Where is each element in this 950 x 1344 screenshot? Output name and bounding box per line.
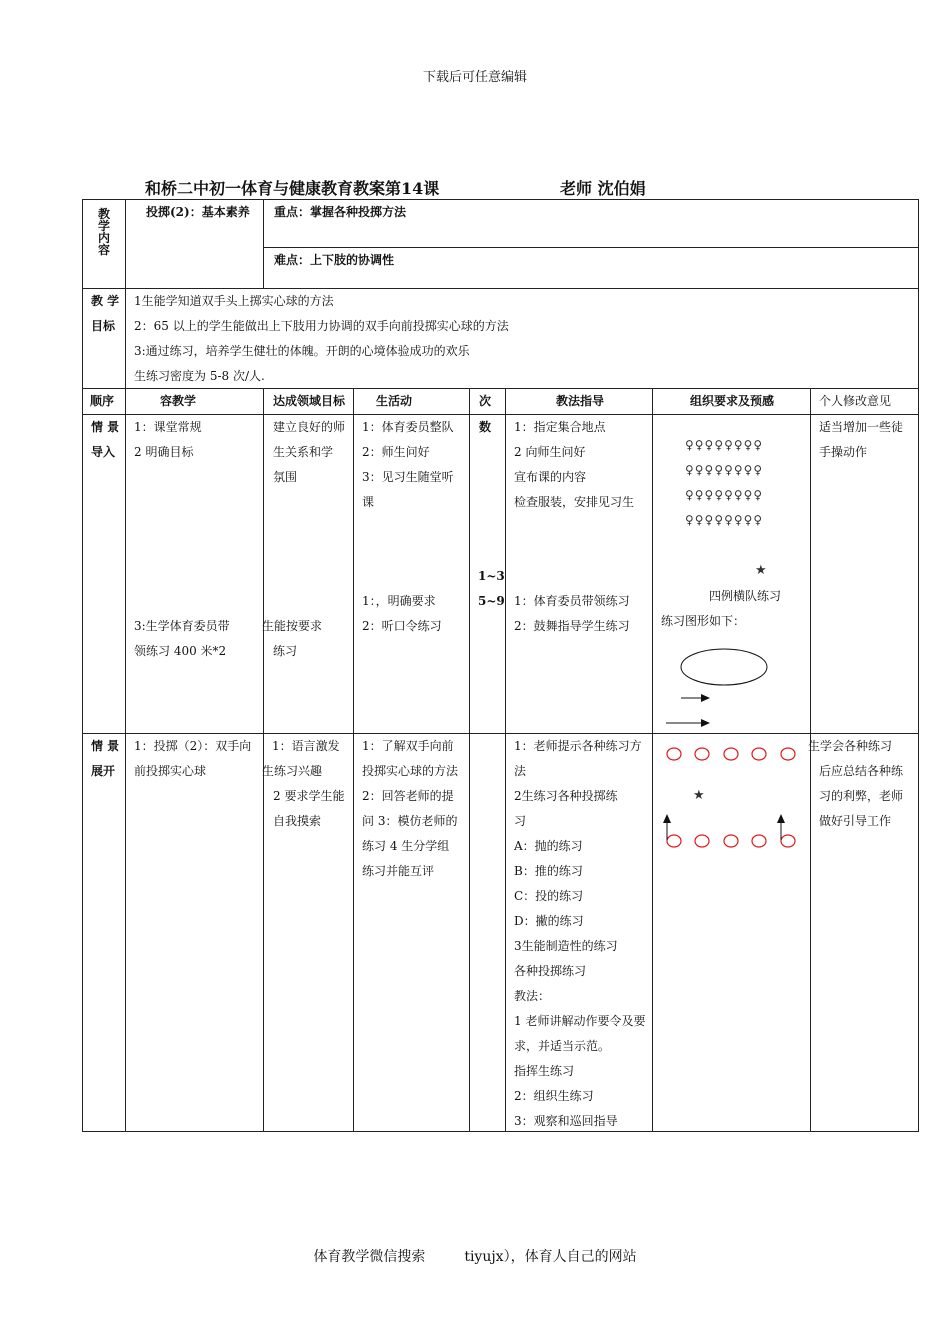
row1-student-top: 1：体育委员整队 2：师生问好 3：见习生随堂听 课 bbox=[362, 420, 454, 509]
teacher-name: 老师 沈伯娟 bbox=[560, 179, 646, 198]
col-remark: 个人修改意见 bbox=[819, 394, 892, 408]
student-circle-icon bbox=[781, 748, 795, 760]
difficulty: 难点：上下肢的协调性 bbox=[274, 253, 395, 267]
row2-content: 1：投掷（2）：双手向 前投掷实心球 bbox=[134, 739, 252, 778]
row1-method-top: 1：指定集合地点 2 向师生问好 宣布课的内容 检查服装，安排见习生 bbox=[514, 420, 635, 509]
student-circle-icon bbox=[667, 748, 681, 760]
goals-list: 1生能学知道双手头上掷实心球的方法 2：65 以上的学生能做出上下肢用力协调的双手向前投掷实心球的方法 3:通过练习，培养学生健壮的体魄。开朗的心境体验成功的欢乐 生练习密度为 5-8 次/人. bbox=[134, 294, 509, 383]
arrow-head-icon bbox=[777, 814, 785, 823]
lesson-topic: 投掷(2)：基本素养 bbox=[146, 205, 250, 219]
row1-count-label: 数 bbox=[479, 420, 492, 434]
col-count: 次 bbox=[479, 394, 492, 408]
student-circle-icon bbox=[695, 835, 709, 847]
formation-row: ♀♀♀♀♀♀♀♀ bbox=[685, 463, 764, 477]
row1-goal-bottom: 生能按要求 练习 bbox=[262, 619, 323, 658]
col-seq: 顺序 bbox=[90, 394, 115, 408]
circle-formation-diagram bbox=[655, 740, 805, 855]
arrow-head-icon bbox=[701, 694, 710, 702]
formation-row: ♀♀♀♀♀♀♀♀ bbox=[685, 513, 764, 527]
formation-row: ♀♀♀♀♀♀♀♀ bbox=[685, 488, 764, 502]
row1-method-bottom: 1：体育委员带领练习 2：鼓舞指导学生练习 bbox=[514, 594, 630, 633]
row2-goal: 1：语言激发 生练习兴趣 2 要求学生能 自我摸索 bbox=[262, 739, 345, 828]
footer bbox=[0, 1246, 950, 1266]
row1-content-bottom: 3:生学体育委员带 领练习 400 米*2 bbox=[134, 619, 230, 658]
row1-content-top: 1：课堂常规 2 明确目标 bbox=[134, 420, 202, 459]
col-organization: 组织要求及预感 bbox=[690, 394, 775, 408]
practice-caption: 练习图形如下： bbox=[661, 614, 746, 628]
footer-right: tiyujx），体育人自己的网站 bbox=[464, 1249, 637, 1265]
row2-seq: 情 景 展开 bbox=[91, 739, 120, 778]
col-goal: 达成领域目标 bbox=[273, 394, 346, 408]
teacher-star-icon: ★ bbox=[755, 563, 768, 578]
row1-goal-top: 建立良好的师 生关系和学 氛围 bbox=[273, 420, 346, 484]
practice-diagram bbox=[660, 645, 800, 733]
footer-left: 体育教学微信搜索 bbox=[313, 1249, 426, 1265]
formation-caption: 四例横队练习 bbox=[709, 589, 782, 603]
track-ellipse-icon bbox=[681, 649, 767, 685]
teacher-star-icon: ★ bbox=[693, 788, 706, 803]
student-circle-icon bbox=[781, 835, 795, 847]
key-point: 重点：掌握各种投掷方法 bbox=[274, 205, 407, 219]
row1-student-bottom: 1：，明确要求 2：听口令练习 bbox=[362, 594, 442, 633]
goals-label: 教 学 目标 bbox=[91, 294, 120, 333]
row1-seq: 情 景 导入 bbox=[91, 420, 120, 459]
row1-remark: 适当增加一些徒 手操动作 bbox=[819, 420, 904, 459]
content-label: 教 学 内 容 bbox=[98, 207, 111, 257]
col-student: 生活动 bbox=[376, 394, 413, 408]
formation-row: ♀♀♀♀♀♀♀♀ bbox=[685, 438, 764, 452]
student-circle-icon bbox=[695, 748, 709, 760]
student-circle-icon bbox=[724, 748, 738, 760]
arrow-head-icon bbox=[701, 719, 710, 727]
row2-student: 1：了解双手向前 投掷实心球的方法 2：回答老师的提 问 3：模仿老师的 练习 4 生分学组 练习并能互评 bbox=[362, 739, 459, 878]
header-note: 下载后可任意编辑 bbox=[422, 70, 527, 85]
col-method: 教法指导 bbox=[556, 394, 605, 408]
student-circle-icon bbox=[724, 835, 738, 847]
arrow-head-icon bbox=[663, 814, 671, 823]
row1-count-1: 1~3 bbox=[478, 569, 505, 583]
student-circle-icon bbox=[667, 835, 681, 847]
lesson-title: 和桥二中初一体育与健康教育教案第14课 bbox=[145, 179, 440, 198]
student-circle-icon bbox=[752, 835, 766, 847]
col-content: 容教学 bbox=[160, 394, 197, 408]
row2-method: 1：老师提示各种练习方 法 2生练习各种投掷练 习 A：抛的练习 B：推的练习 C：投的练习 D：撇的练习 3生能制造性的练习 各种投掷练习 教法： 1 老师讲解动作要令及要 求，并适当示范。 指挥生练习 2：组织生练习 3：观察和巡回指导 bbox=[514, 739, 646, 1128]
row2-remark: 生学会各种练习 后应总结各种练 习的利弊，老师 做好引导工作 bbox=[808, 739, 904, 828]
student-circle-icon bbox=[752, 748, 766, 760]
row1-count-2: 5~9 bbox=[478, 594, 505, 608]
